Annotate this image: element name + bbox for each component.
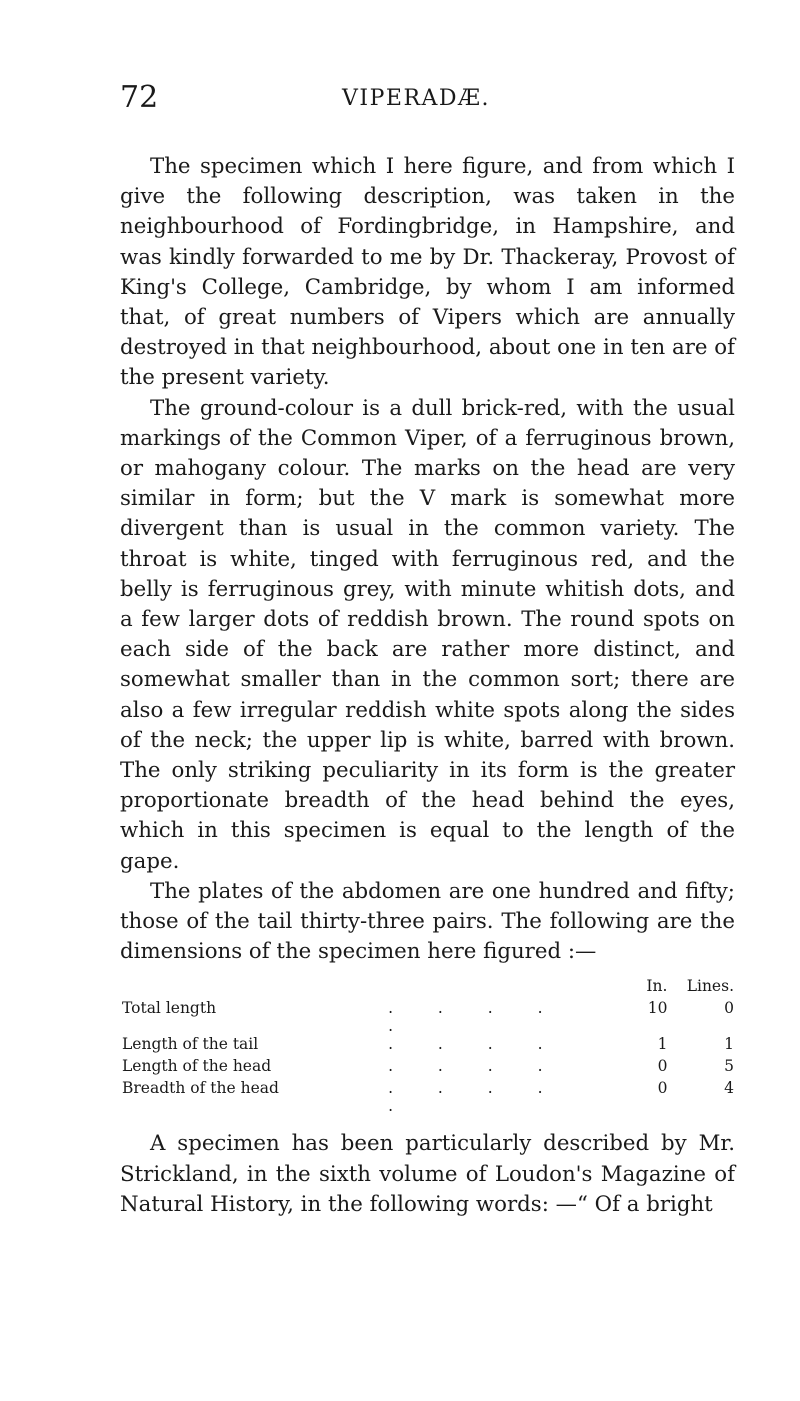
leader-dots: . . . . . <box>388 1079 563 1116</box>
paragraph-plates: The plates of the abdomen are one hundred and fifty; those of the tail thirty-three pairs. The following are the dimensions of the specimen here figured :— <box>120 878 735 965</box>
leader-dots: . . . . <box>388 1035 563 1054</box>
row-label: Breadth of the head <box>122 1079 279 1098</box>
value-lines: 5 <box>724 1057 734 1076</box>
value-inches: 1 <box>657 1035 668 1054</box>
row-label: Length of the tail <box>122 1035 259 1054</box>
table-row <box>122 999 734 1035</box>
table-row <box>122 1079 734 1115</box>
dimensions-table <box>122 977 734 1115</box>
table-row <box>122 1057 734 1079</box>
running-title: VIPERADÆ. <box>342 86 491 111</box>
value-lines: 4 <box>724 1079 734 1098</box>
value-lines: 1 <box>724 1035 734 1054</box>
table-row <box>122 1035 734 1057</box>
column-header-lines: Lines. <box>686 977 734 996</box>
page-number: 72 <box>120 80 159 115</box>
value-inches: 0 <box>657 1057 668 1076</box>
paragraph-strickland: A specimen has been particularly described by Mr. Strickland, in the sixth volume of Loudon's Magazine of Natural History, in the following words: —“ Of a bright <box>120 1131 735 1217</box>
body-text <box>120 152 735 1220</box>
column-header-inches: In. <box>646 977 668 996</box>
leader-dots: . . . . <box>388 1057 563 1076</box>
value-inches: 10 <box>647 999 668 1018</box>
leader-dots: . . . . . <box>388 999 563 1036</box>
dimensions-header-row <box>122 977 734 999</box>
value-lines: 0 <box>724 999 734 1018</box>
paragraph-coloration: The ground-colour is a dull brick-red, with the usual markings of the Common Viper, of a ferruginous brown, or mahogany colour. The marks on the head are very similar in form; but the V mark is somewhat more divergent than is usual in the common variety. The throat is white, tinged with ferruginous red, and the belly is ferruginous grey, with minute whitish dots, and a few larger dots of reddish brown. The round spots on each side of the back are rather more distinct, and somewhat smaller than in the common sort; there are also a few irregular reddish white spots along the sides of the neck; the upper lip is white, barred with brown. The only striking peculiarity in its form is the greater proportionate breadth of the head behind the eyes, which in this specimen is equal to the length of the gape. <box>120 395 735 874</box>
paragraph-specimen-origin: The specimen which I here figure, and from which I give the following description, was taken in the neighbourhood of Fordingbridge, in Hampshire, and was kindly forwarded to me by Dr. Thackeray, Provost of King's College, Cambridge, by whom I am informed that, of great numbers of Vipers which are annually destroyed in that neighbourhood, about one in ten are of the present variety. <box>120 154 735 391</box>
row-label: Total length <box>122 999 217 1018</box>
value-inches: 0 <box>657 1079 668 1098</box>
row-label: Length of the head <box>122 1057 272 1076</box>
